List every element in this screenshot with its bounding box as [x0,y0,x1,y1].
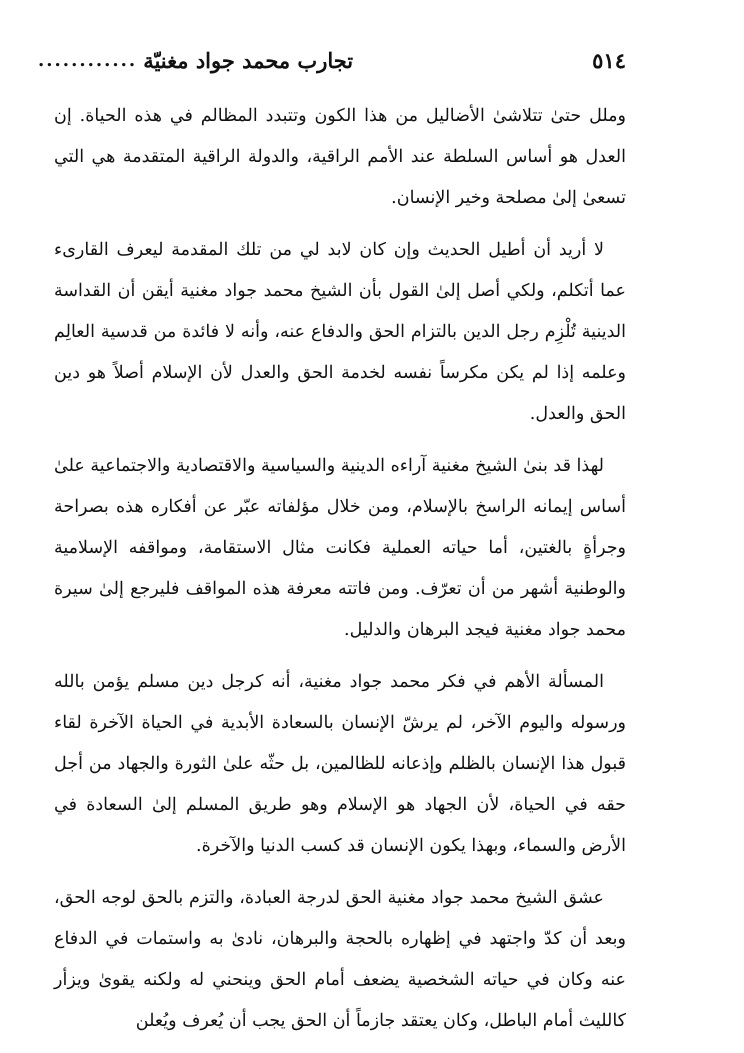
paragraph-1: وملل حتىٰ تتلاشىٰ الأضاليل من هذا الكون وتتبدد المظالم في هذه الحياة. إن العدل هو أساس السلطة عند الأمم الراقية، والدولة الراقية المتقدمة هي التي تسعىٰ إلىٰ مصلحة وخير الإنسان. [54,106,626,208]
paragraph-5: عشق الشيخ محمد جواد مغنية الحق لدرجة العبادة، والتزم بالحق لوجه الحق، وبعد أن كدّ واجتهد في إظهاره بالحجة والبرهان، نادىٰ به واستمات في الدفاع عنه وكان في حياته الشخصية يضعف أمام الحق وينحني له ولكنه يقوىٰ ويزأر كالليث أمام الباطل، وكان يعتقد جازماً أن الحق يجب أن يُعرف ويُعلن [54,888,626,1031]
running-header [38,48,353,73]
running-title: تجارب محمد جواد مغنيّة [143,47,354,73]
paragraph-2: لا أريد أن أطيل الحديث وإن كان لابد لي من تلك المقدمة ليعرف القارىء عما أتكلم، ولكي أصل إلىٰ القول بأن الشيخ محمد جواد مغنية أيقن أن القداسة الدينية تُلْزِم رجل الدين بالتزام الحق والدفاع عنه، وأنه لا فائدة من قدسية العالِم وعلمه إذا لم يكن مكرساً نفسه لخدمة الحق والعدل لأن الإسلام أصلاً هو دين الحق والعدل. [54,240,626,424]
page-header [38,42,626,78]
page-number: ٥١٤ [592,47,626,73]
paragraph-4: المسألة الأهم في فكر محمد جواد مغنية، أنه كرجل دين مسلم يؤمن بالله ورسوله واليوم الآخر، لم يرشّ الإنسان بالسعادة الأبدية في الحياة الآخرة لقاء قبول هذا الإنسان بالظلم وإذعانه للظالمين، بل حثّه علىٰ الثورة والجهاد من أجل حقه في الحياة، لأن الجهاد هو الإسلام وهو طريق المسلم إلىٰ السعادة في الأرض والسماء، وبهذا يكون الإنسان قد كسب الدنيا والآخرة. [54,672,626,856]
header-dot-leader: ............ [38,49,138,71]
paragraph-3: لهذا قد بنىٰ الشيخ مغنية آراءه الدينية والسياسية والاقتصادية والاجتماعية علىٰ أساس إيمانه الراسخ بالإسلام، ومن خلال مؤلفاته عبّر عن أفكاره هذه بصراحة وجرأةٍ بالغتين، أما حياته العملية فكانت مثال الاستقامة، ومواقفه الإسلامية والوطنية أشهر من أن تعرّف. ومن فاتته معرفة هذه المواقف فليرجع إلىٰ سيرة محمد جواد مغنية فيجد البرهان والدليل. [54,456,626,640]
body-text [54,96,626,1053]
